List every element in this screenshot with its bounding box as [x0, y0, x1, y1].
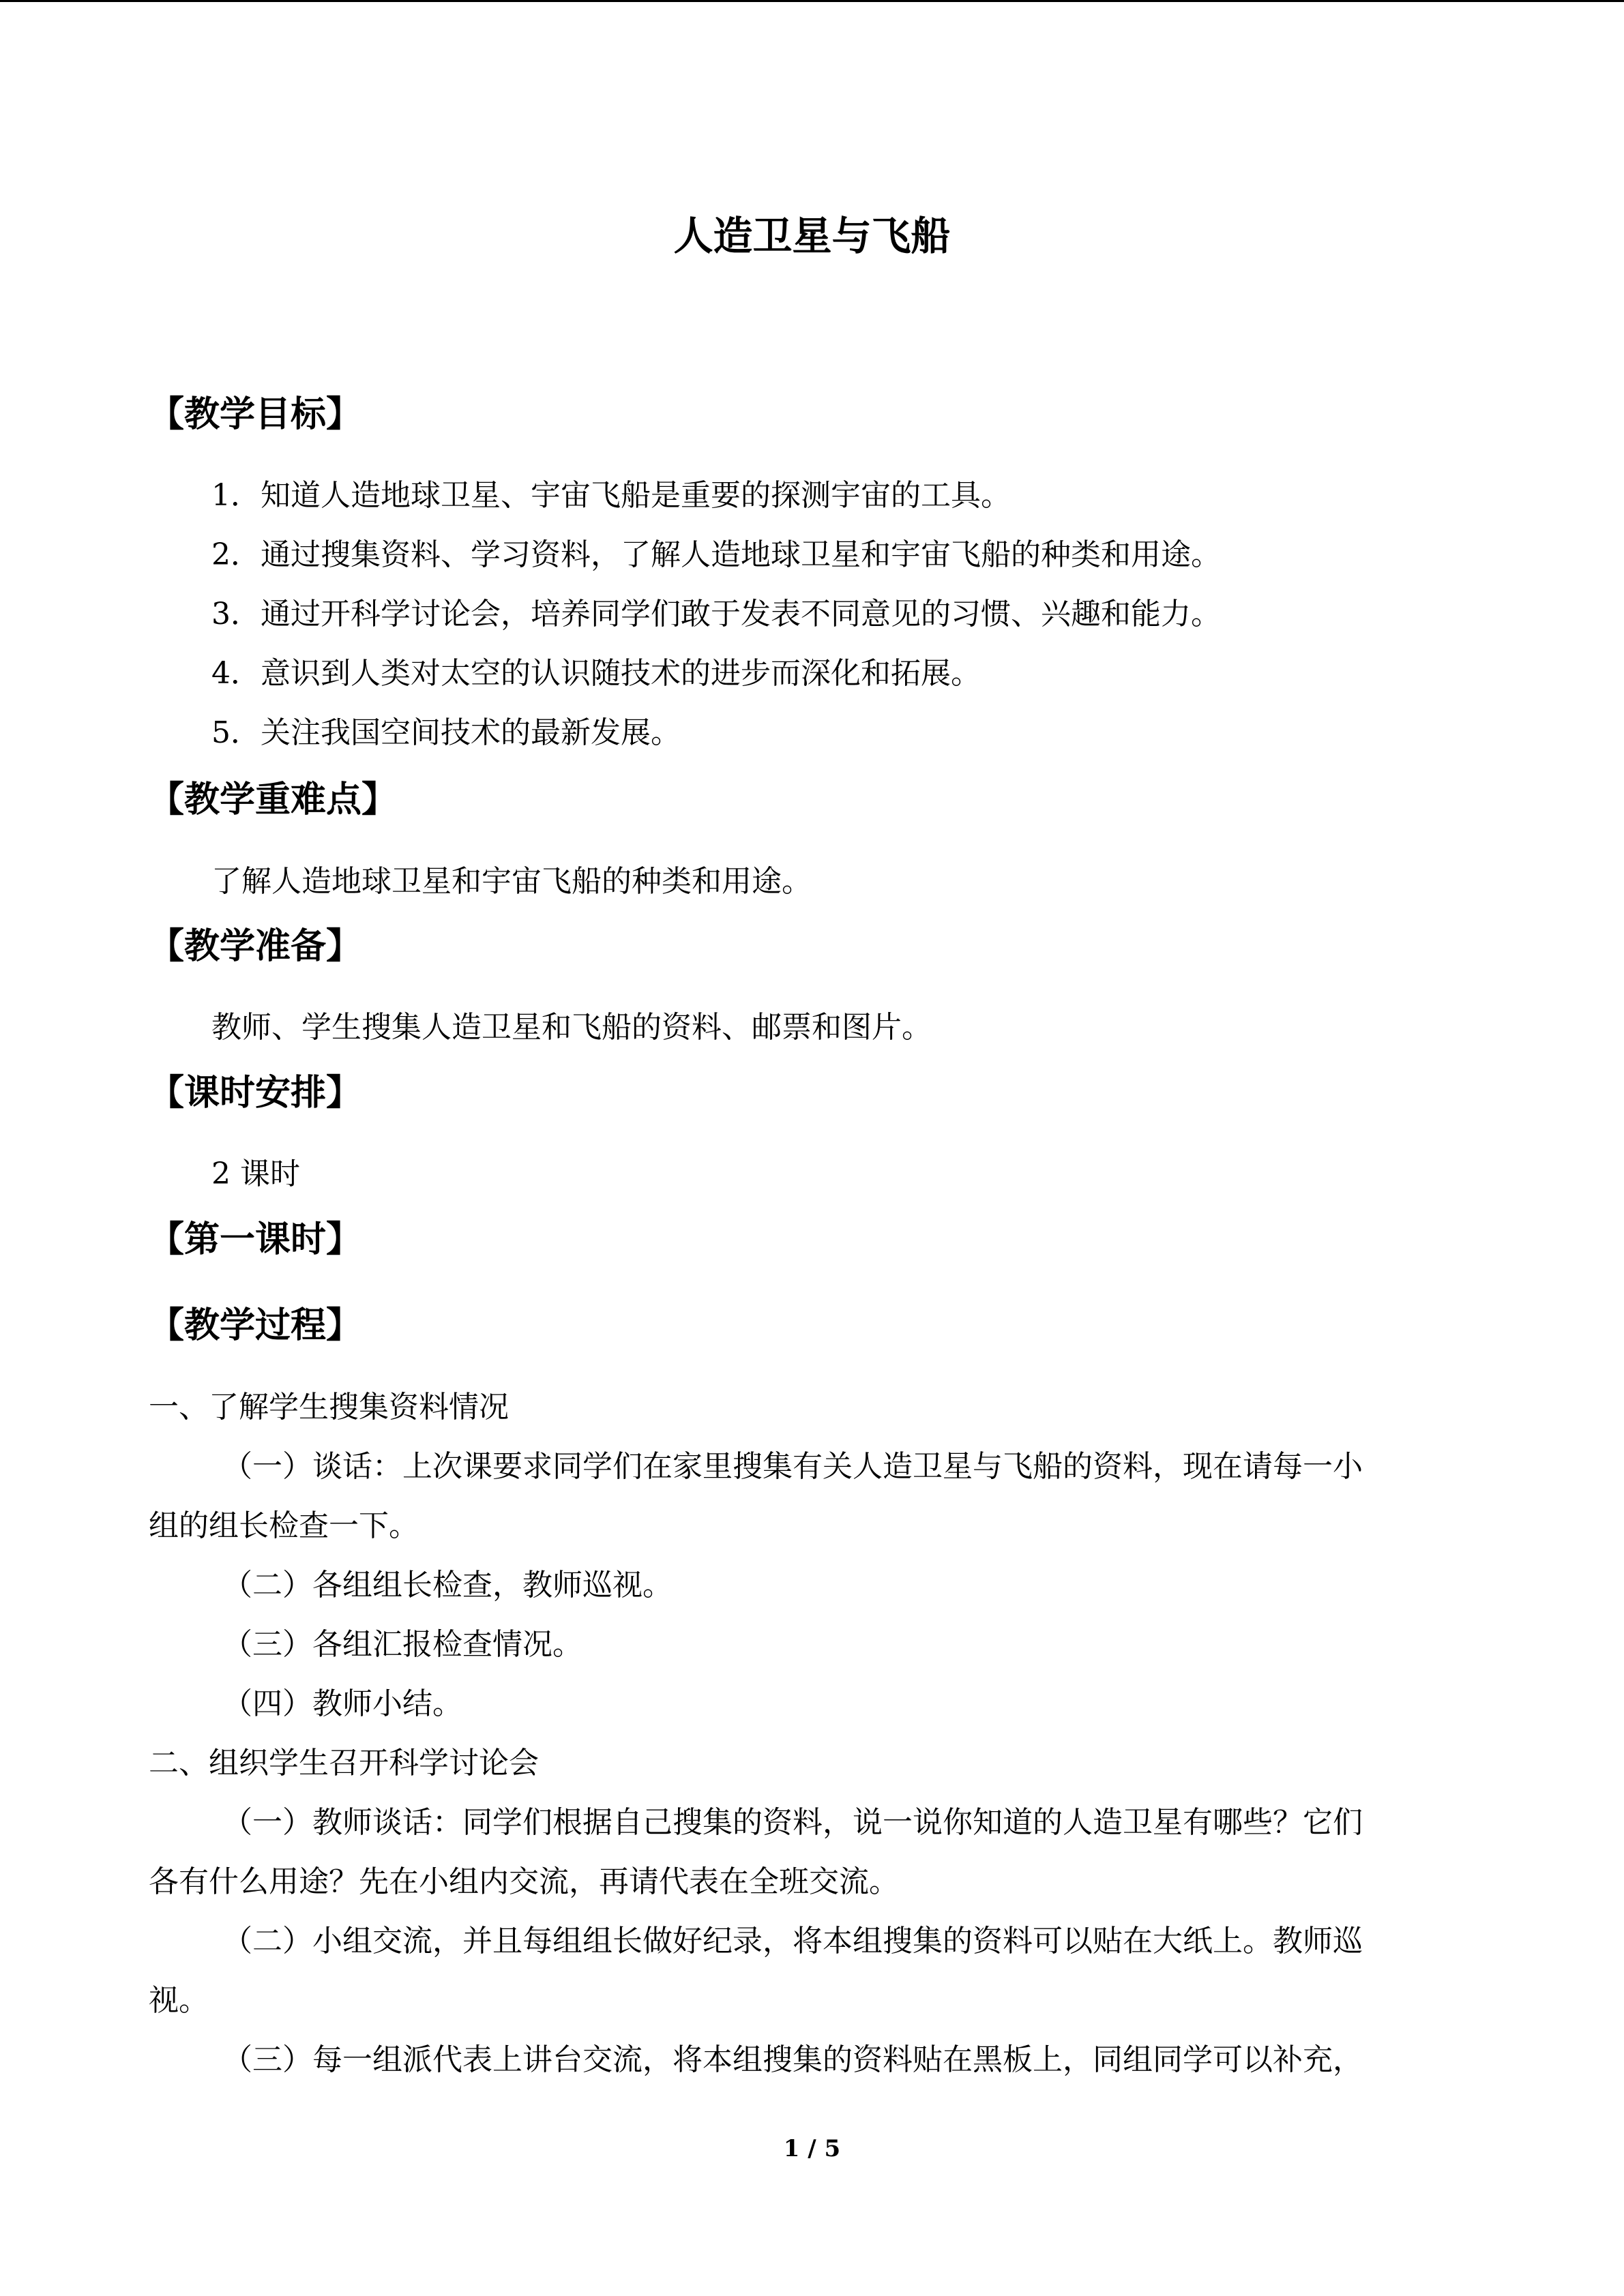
- section-heading-process: 【教学过程】: [149, 1305, 362, 1346]
- objective-item: 1．知道人造地球卫星、宇宙飞船是重要的探测宇宙的工具。: [211, 478, 1011, 513]
- page-number: 1 / 5: [783, 2135, 841, 2162]
- top-border: [0, 0, 1624, 2]
- page-title: 人造卫星与飞船: [673, 213, 951, 259]
- process-line: （三）每一组派代表上讲台交流，将本组搜集的资料贴在黑板上，同组同学可以补充，: [222, 2042, 1363, 2077]
- objective-item: 4．意识到人类对太空的认识随技术的进步而深化和拓展。: [211, 656, 981, 691]
- process-line: 组的组长检查一下。: [149, 1508, 419, 1543]
- process-line: 二、组织学生召开科学讨论会: [149, 1746, 539, 1780]
- process-line: （一）教师谈话：同学们根据自己搜集的资料，说一说你知道的人造卫星有哪些？它们: [222, 1805, 1363, 1840]
- process-line: 视。: [149, 1983, 209, 2018]
- process-line: （三）各组汇报检查情况。: [222, 1627, 582, 1662]
- process-line: 各有什么用途？先在小组内交流，再请代表在全班交流。: [149, 1864, 899, 1899]
- process-line: （二）小组交流，并且每组组长做好纪录，将本组搜集的资料可以贴在大纸上。教师巡: [222, 1924, 1363, 1958]
- section-heading-objectives: 【教学目标】: [149, 394, 362, 435]
- objective-item: 2．通过搜集资料、学习资料，了解人造地球卫星和宇宙飞船的种类和用途。: [211, 537, 1221, 572]
- process-line: （四）教师小结。: [222, 1686, 462, 1721]
- key-points-text: 了解人造地球卫星和宇宙飞船的种类和用途。: [211, 864, 812, 899]
- objective-item: 3．通过开科学讨论会，培养同学们敢于发表不同意见的习惯、兴趣和能力。: [211, 597, 1221, 631]
- process-line: 一、了解学生搜集资料情况: [149, 1390, 509, 1425]
- section-heading-key-points: 【教学重难点】: [149, 779, 398, 820]
- process-line: （二）各组组长检查，教师巡视。: [222, 1568, 673, 1602]
- objective-item: 5．关注我国空间技术的最新发展。: [211, 715, 681, 750]
- preparation-text: 教师、学生搜集人造卫星和飞船的资料、邮票和图片。: [211, 1010, 932, 1045]
- section-heading-preparation: 【教学准备】: [149, 926, 362, 967]
- process-line: （一）谈话：上次课要求同学们在家里搜集有关人造卫星与飞船的资料，现在请每一小: [222, 1449, 1363, 1484]
- section-heading-lesson-one: 【第一课时】: [149, 1219, 362, 1260]
- section-heading-schedule: 【课时安排】: [149, 1073, 362, 1114]
- schedule-text: 2 课时: [211, 1157, 300, 1191]
